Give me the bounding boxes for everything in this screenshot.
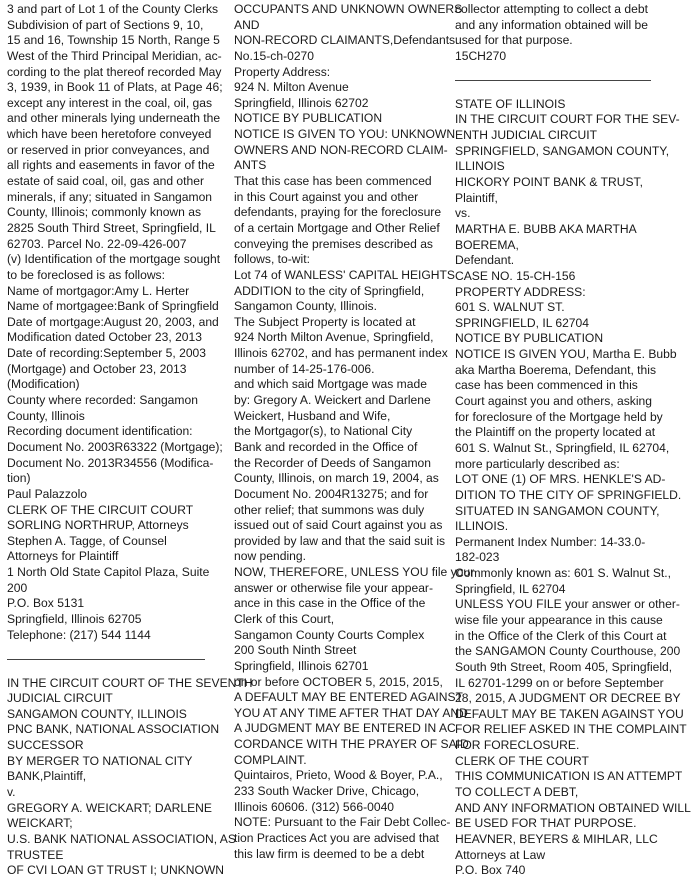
text-line: Lot 74 of WANLESS' CAPITAL HEIGHTS [234, 267, 455, 282]
text-line: Clerk of this Court, [234, 611, 335, 626]
text-line: County, Illinois [7, 408, 85, 423]
text-line: THIS COMMUNICATION IS AN ATTEMPT [455, 769, 683, 784]
text-line: ADDITION to the city of Springfield, [234, 283, 425, 298]
text-line: NOTICE BY PUBLICATION [234, 111, 383, 126]
text-line: COMPLAINT. [234, 752, 307, 767]
text-line: GREGORY A. WEICKART; DARLENE [7, 800, 212, 815]
text-line: tion Practices Act you are advised that [234, 830, 440, 845]
text-line: U.S. BANK NATIONAL ASSOCIATION, AS [7, 831, 236, 846]
text-line: HICKORY POINT BANK & TRUST, [455, 175, 643, 190]
text-line: Name of mortgagor:Amy L. Herter [7, 283, 190, 298]
text-line: (v) Identification of the mortgage sought [7, 252, 221, 267]
text-line: Property Address: [234, 64, 331, 79]
text-line: A JUDGMENT MAY BE ENTERED IN AC- [234, 721, 460, 736]
text-line: 924 N. Milton Avenue [234, 80, 349, 95]
text-line: 601 S. WALNUT ST. [455, 300, 565, 315]
text-line: Attorneys at Law [455, 847, 546, 862]
text-line: 15CH270 [455, 48, 507, 63]
text-line: ILLINOIS. [455, 519, 509, 534]
text-line: Springfield, IL 62704 [455, 581, 566, 596]
text-line: 2825 South Third Street, Springfield, IL [7, 220, 216, 235]
text-line: Document No. 2004R13275; and for [234, 486, 429, 501]
text-line: 15 and 16, Township 15 North, Range 5 [7, 33, 220, 48]
text-line: minerals, if any; situated in Sangamon [7, 189, 213, 204]
text-line: Name of mortgagee:Bank of Springfield [7, 299, 219, 314]
text-line: the SANGAMON County Courthouse, 200 [455, 644, 681, 659]
text-line: Document No. 2013R34556 (Modifica- [7, 455, 214, 470]
text-line: County, Illinois; commonly known as [7, 205, 202, 220]
text-line: follows, to-wit: [234, 252, 310, 267]
text-line: 601 S. Walnut St., Springfield, IL 62704, [455, 440, 670, 455]
notice-pnc-weickart [7, 675, 253, 879]
text-line: Weickert, Husband and Wife, [234, 408, 391, 423]
text-line: 28, 2015, A JUDGMENT OR DECREE BY [455, 691, 681, 706]
text-line: and other minerals lying underneath the [7, 111, 221, 126]
text-line: v. [7, 785, 16, 800]
text-line: Date of mortgage:August 20, 2003, and [7, 314, 219, 329]
text-line: South 9th Street, Room 405, Springfield, [455, 659, 673, 674]
text-line: SITUATED IN SANGAMON COUNTY, [455, 503, 660, 518]
text-line: Document No. 2003R63322 (Mortgage); [7, 439, 223, 454]
notice-herter-foreclosure [7, 2, 223, 643]
text-line: (Mortgage) and October 23, 2013 [7, 361, 187, 376]
text-line: TRUSTEE [7, 847, 64, 862]
text-line: used for that purpose. [455, 33, 573, 48]
text-line: (Modification) [7, 377, 80, 392]
text-line: County where recorded: Sangamon [7, 393, 198, 408]
text-line: by: Gregory A. Weickert and Darlene [234, 393, 431, 408]
text-line: PNC BANK, NATIONAL ASSOCIATION [7, 722, 220, 737]
text-line: FOR RELIEF ASKED IN THE COMPLAINT [455, 722, 687, 737]
text-line: SANGAMON COUNTY, ILLINOIS [7, 706, 187, 721]
text-line: more particularly described as: [455, 456, 620, 471]
text-line: The Subject Property is located at [234, 314, 416, 329]
text-line: SUCCESSOR [7, 738, 84, 753]
text-line: Stephen A. Tagge, of Counsel [7, 533, 167, 548]
text-line: to be foreclosed is as follows: [7, 267, 165, 282]
text-line: NOTICE IS GIVEN YOU, Martha E. Bubb [455, 347, 677, 362]
text-line: Recording document identification: [7, 424, 193, 439]
text-line: BY MERGER TO NATIONAL CITY [7, 753, 193, 768]
text-line: on or before OCTOBER 5, 2015, 2015, [234, 674, 443, 689]
text-line: IN THE CIRCUIT COURT FOR THE SEV- [455, 112, 680, 127]
text-line: the Mortgagor(s), to National City [234, 424, 413, 439]
text-line: conveying the premises described as [234, 236, 433, 251]
text-line: BE USED FOR THAT PURPOSE. [455, 816, 637, 831]
text-line: cording to the plat thereof recorded May [7, 64, 222, 79]
text-line: other relief; that summons was duly [234, 502, 425, 517]
text-line: answer or otherwise file your appear- [234, 580, 433, 595]
notice-hickory-point-bubb [455, 96, 691, 879]
text-line: 3 and part of Lot 1 of the County Clerks [7, 2, 219, 16]
text-line: AND [234, 17, 260, 32]
text-line: P.O. Box 5131 [7, 596, 85, 611]
text-line: Sangamon County, Illinois. [234, 299, 377, 314]
text-line: ance in this case in the Office of the [234, 596, 426, 611]
text-line: JUDICIAL CIRCUIT [7, 691, 113, 706]
text-line: SORLING NORTHRUP, Attorneys [7, 518, 189, 533]
text-line: BANK,Plaintiff, [7, 769, 87, 784]
text-line: LOT ONE (1) OF MRS. HENKLE'S AD- [455, 472, 666, 487]
text-line: or reserved in prior conveyances, and [7, 142, 210, 157]
text-line: DITION TO THE CITY OF SPRINGFIELD. [455, 487, 682, 502]
text-line: Paul Palazzolo [7, 486, 88, 501]
text-line: ILLINOIS [455, 159, 505, 174]
text-line: A DEFAULT MAY BE ENTERED AGAINST [234, 690, 463, 705]
text-line: issued out of said Court against you as [234, 518, 443, 533]
text-line: and which said Mortgage was made [234, 377, 427, 392]
text-line: estate of said coal, oil, gas and other [7, 174, 204, 189]
text-line: PROPERTY ADDRESS: [455, 284, 586, 299]
text-line: OF CVI LOAN GT TRUST I; UNKNOWN [7, 863, 225, 878]
text-line: West of the Third Principal Meridian, ac- [7, 48, 222, 63]
text-line: and any information obtained will be [455, 17, 648, 32]
text-line: 200 South Ninth Street [234, 643, 357, 658]
text-line: collector attempting to collect a debt [455, 2, 648, 16]
text-line: provided by law and that the said suit is [234, 533, 446, 548]
text-line: SPRINGFIELD, IL 62704 [455, 315, 589, 330]
text-line: 3, 1939, in Book 11 of Plats, at Page 46; [7, 80, 223, 95]
text-line: which have been heretofore conveyed [7, 127, 212, 142]
text-line: CLERK OF THE CIRCUIT COURT [7, 502, 194, 517]
text-line: ENTH JUDICIAL CIRCUIT [455, 128, 597, 143]
text-line: IL 62701-1299 on or before September [455, 675, 664, 690]
text-line: now pending. [234, 549, 306, 564]
text-line: County, Illinois, on march 19, 2004, as [234, 471, 439, 486]
text-line: 200 [7, 580, 28, 595]
text-line: Commonly known as: 601 S. Walnut St., [455, 566, 671, 581]
text-line: in the Office of the Clerk of this Court at [455, 628, 667, 643]
text-line: for foreclosure of the Mortgage held by [455, 409, 663, 424]
text-line: Plaintiff, [455, 190, 498, 205]
text-line: aka Martha Boerema, Defendant, this [455, 362, 656, 377]
text-line: CASE NO. 15-CH-156 [455, 268, 576, 283]
text-line: YOU AT ANY TIME AFTER THAT DAY AND [234, 705, 468, 720]
text-line: number of 14-25-176-006. [234, 361, 375, 376]
text-line: Springfield, Illinois 62705 [7, 611, 142, 626]
text-line: MARTHA E. BUBB AKA MARTHA [455, 221, 637, 236]
text-line: CORDANCE WITH THE PRAYER OF SAID [234, 737, 469, 752]
text-line: NOW, THEREFORE, UNLESS YOU file your [234, 565, 475, 580]
text-line: of a certain Mortgage and Other Relief [234, 220, 440, 235]
text-line: wise file your appearance in this cause [455, 612, 663, 627]
text-line: ANTS [234, 158, 267, 173]
text-line: 924 North Milton Avenue, Springfield, [234, 330, 434, 345]
text-line: Date of recording:September 5, 2003 [7, 346, 206, 361]
text-line: STATE OF ILLINOIS [455, 96, 566, 111]
text-line: Illinois 60606. (312) 566-0040 [234, 799, 395, 814]
text-line: OWNERS AND NON-RECORD CLAIM- [234, 142, 448, 157]
text-line: NOTE: Pursuant to the Fair Debt Collec- [234, 815, 451, 830]
text-line: IN THE CIRCUIT COURT OF THE SEVENTH [7, 675, 253, 690]
text-line: Quintairos, Prieto, Wood & Boyer, P.A., [234, 768, 443, 783]
text-line: 1 North Old State Capitol Plaza, Suite [7, 565, 210, 580]
text-line: defendants, praying for the foreclosure [234, 205, 442, 220]
text-line: Court against you and others, asking [455, 394, 652, 409]
text-line: Illinois 62702, and has permanent index [234, 346, 448, 361]
text-line: case has been commenced in this [455, 378, 638, 393]
text-line: NOTICE IS GIVEN TO YOU: UNKNOWN [234, 127, 456, 142]
text-line: HEAVNER, BEYERS & MIHLAR, LLC [455, 831, 658, 846]
text-line: UNLESS YOU FILE your answer or other- [455, 597, 680, 612]
text-line: Defendant. [455, 253, 515, 268]
text-line: NON-RECORD CLAIMANTS,Defendants. [234, 33, 459, 48]
text-line: 233 South Wacker Drive, Chicago, [234, 784, 420, 799]
text-line: CLERK OF THE COURT [455, 753, 589, 768]
text-line: all rights and easements in favor of the [7, 158, 215, 173]
text-line: Subdivision of part of Sections 9, 10, [7, 17, 204, 32]
text-line: DEFAULT MAY BE TAKEN AGAINST YOU [455, 706, 684, 721]
column-3 [455, 2, 691, 879]
text-line: Bank and recorded in the Office of [234, 439, 418, 454]
text-line: Sangamon County Courts Complex [234, 627, 425, 642]
text-line: Springfield, Illinois 62701 [234, 658, 369, 673]
text-line: SPRINGFIELD, SANGAMON COUNTY, [455, 143, 670, 158]
text-line: WEICKART; [7, 816, 73, 831]
text-line: 62703. Parcel No. 22-09-426-007 [7, 236, 187, 251]
text-line: the Recorder of Deeds of Sangamon [234, 455, 431, 470]
text-line: Springfield, Illinois 62702 [234, 95, 369, 110]
text-line: this law firm is deemed to be a debt [234, 846, 425, 861]
text-line: in this Court against you and other [234, 189, 419, 204]
text-line: OCCUPANTS AND UNKNOWN OWNERS [234, 2, 463, 16]
text-line: Permanent Index Number: 14-33.0- [455, 534, 646, 549]
text-line: Attorneys for Plaintiff [7, 549, 119, 564]
text-line: No.15-ch-0270 [234, 48, 315, 63]
text-line: FOR FORECLOSURE. [455, 738, 580, 753]
text-line: 182-023 [455, 550, 500, 565]
text-line: except any interest in the coal, oil, gas [7, 95, 213, 110]
text-line: the Plaintiff on the property located at [455, 425, 656, 440]
text-line: AND ANY INFORMATION OBTAINED WILL [455, 800, 691, 815]
text-line: Modification dated October 23, 2013 [7, 330, 202, 345]
text-line: Telephone: (217) 544 1144 [7, 627, 151, 642]
text-line: BOEREMA, [455, 237, 519, 252]
text-line: P.O. Box 740 [455, 863, 526, 878]
text-line: TO COLLECT A DEBT, [455, 785, 579, 800]
text-line: NOTICE BY PUBLICATION [455, 331, 604, 346]
text-line: tion) [7, 471, 31, 486]
notice-pnc-weickart-end [455, 2, 651, 65]
text-line: vs. [455, 206, 471, 221]
text-line: That this case has been commenced [234, 174, 432, 189]
